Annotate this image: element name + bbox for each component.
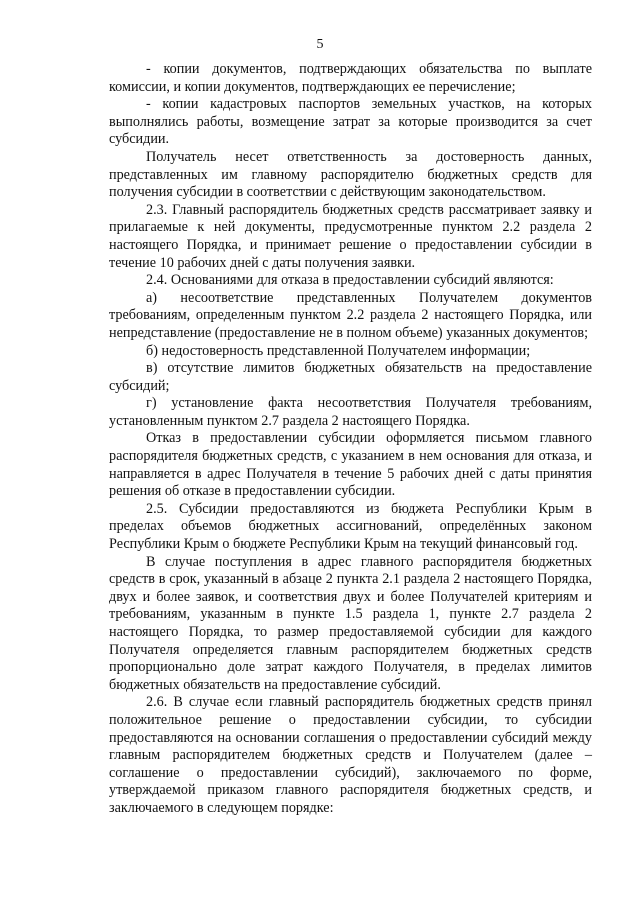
paragraph-item-a: а) несоответствие представленных Получателем документов требованиям, определенным пунктом 2.2 раздела 2 настоящего Порядка, или непредставление (предоставление не в полном объеме) указанных документов;	[109, 289, 592, 341]
paragraph-2-5: 2.5. Субсидии предоставляются из бюджета Республики Крым в пределах объемов бюджетных ассигнований, определённых законом Республики Крым о бюджете Республики Крым на текущий финансовый год.	[109, 500, 592, 553]
paragraph-2-4: 2.4. Основаниями для отказа в предоставлении субсидий являются:	[146, 272, 554, 289]
page-number: 5	[316, 37, 324, 52]
document-body	[109, 61, 592, 818]
paragraph-2-3: 2.3. Главный распорядитель бюджетных средств рассматривает заявку и прилагаемые к ней документы, предусмотренные пунктом 2.2 раздела 2 настоящего Порядка, и принимает решение о предоставлении субсидии в течение 10 рабочих дней с даты получения заявки.	[109, 201, 592, 271]
paragraph-item-v: в) отсутствие лимитов бюджетных обязательств на предоставление субсидий;	[109, 360, 592, 394]
paragraph-item-b: б) недостоверность представленной Получателем информации;	[146, 342, 531, 359]
paragraph-cadastral-docs: - копии кадастровых паспортов земельных участков, на которых выполнялись работы, возмещение затрат за которые производится за счет субсидии.	[109, 96, 592, 148]
paragraph-2-6: 2.6. В случае если главный распорядитель бюджетных средств принял положительное решение о предоставлении субсидии, то субсидии предоставляются на основании соглашения о предоставлении субсидий между главным распорядителем бюджетных средств и Получателем (далее – соглашение о предоставлении субсидий), заключаемого по форме, утверждаемой приказом главного распорядителя бюджетных средств, и заключаемого в следующем порядке:	[109, 694, 592, 816]
paragraph-commission-docs: - копии документов, подтверждающих обязательства по выплате комиссии, и копии документов, подтверждающих ее перечисление;	[109, 61, 592, 95]
paragraph-refusal-letter: Отказ в предоставлении субсидии оформляется письмом главного распорядителя бюджетных средств, с указанием в нем основания для отказа, и направляется в адрес Получателя в течение 5 рабочих дней с даты принятия решения об отказе в предоставлении субсидии.	[109, 430, 592, 500]
paragraph-responsibility: Получатель несет ответственность за достоверность данных, представленных им главному распорядителю бюджетных средств для получения субсидии в соответствии с действующим законодательством.	[109, 148, 592, 201]
paragraph-multiple-applications: В случае поступления в адрес главного распорядителя бюджетных средств в срок, указанный в абзаце 2 пункта 2.1 раздела 2 настоящего Порядка, двух и более заявок, и соответствия двух и более Получателей критериям и требованиям, указанным в пункте 1.5 раздела 1, пункте 2.7 раздела 2 настоящего Порядка, то размер предоставляемой субсидии для каждого Получателя определяется главным распорядителем бюджетных средств пропорционально доле затрат каждого Получателя, в пределах лимитов бюджетных обязательств на предоставление субсидий.	[109, 553, 592, 693]
paragraph-item-g: г) установление факта несоответствия Получателя требованиям, установленным пунктом 2.7 раздела 2 настоящего Порядка.	[109, 395, 592, 429]
